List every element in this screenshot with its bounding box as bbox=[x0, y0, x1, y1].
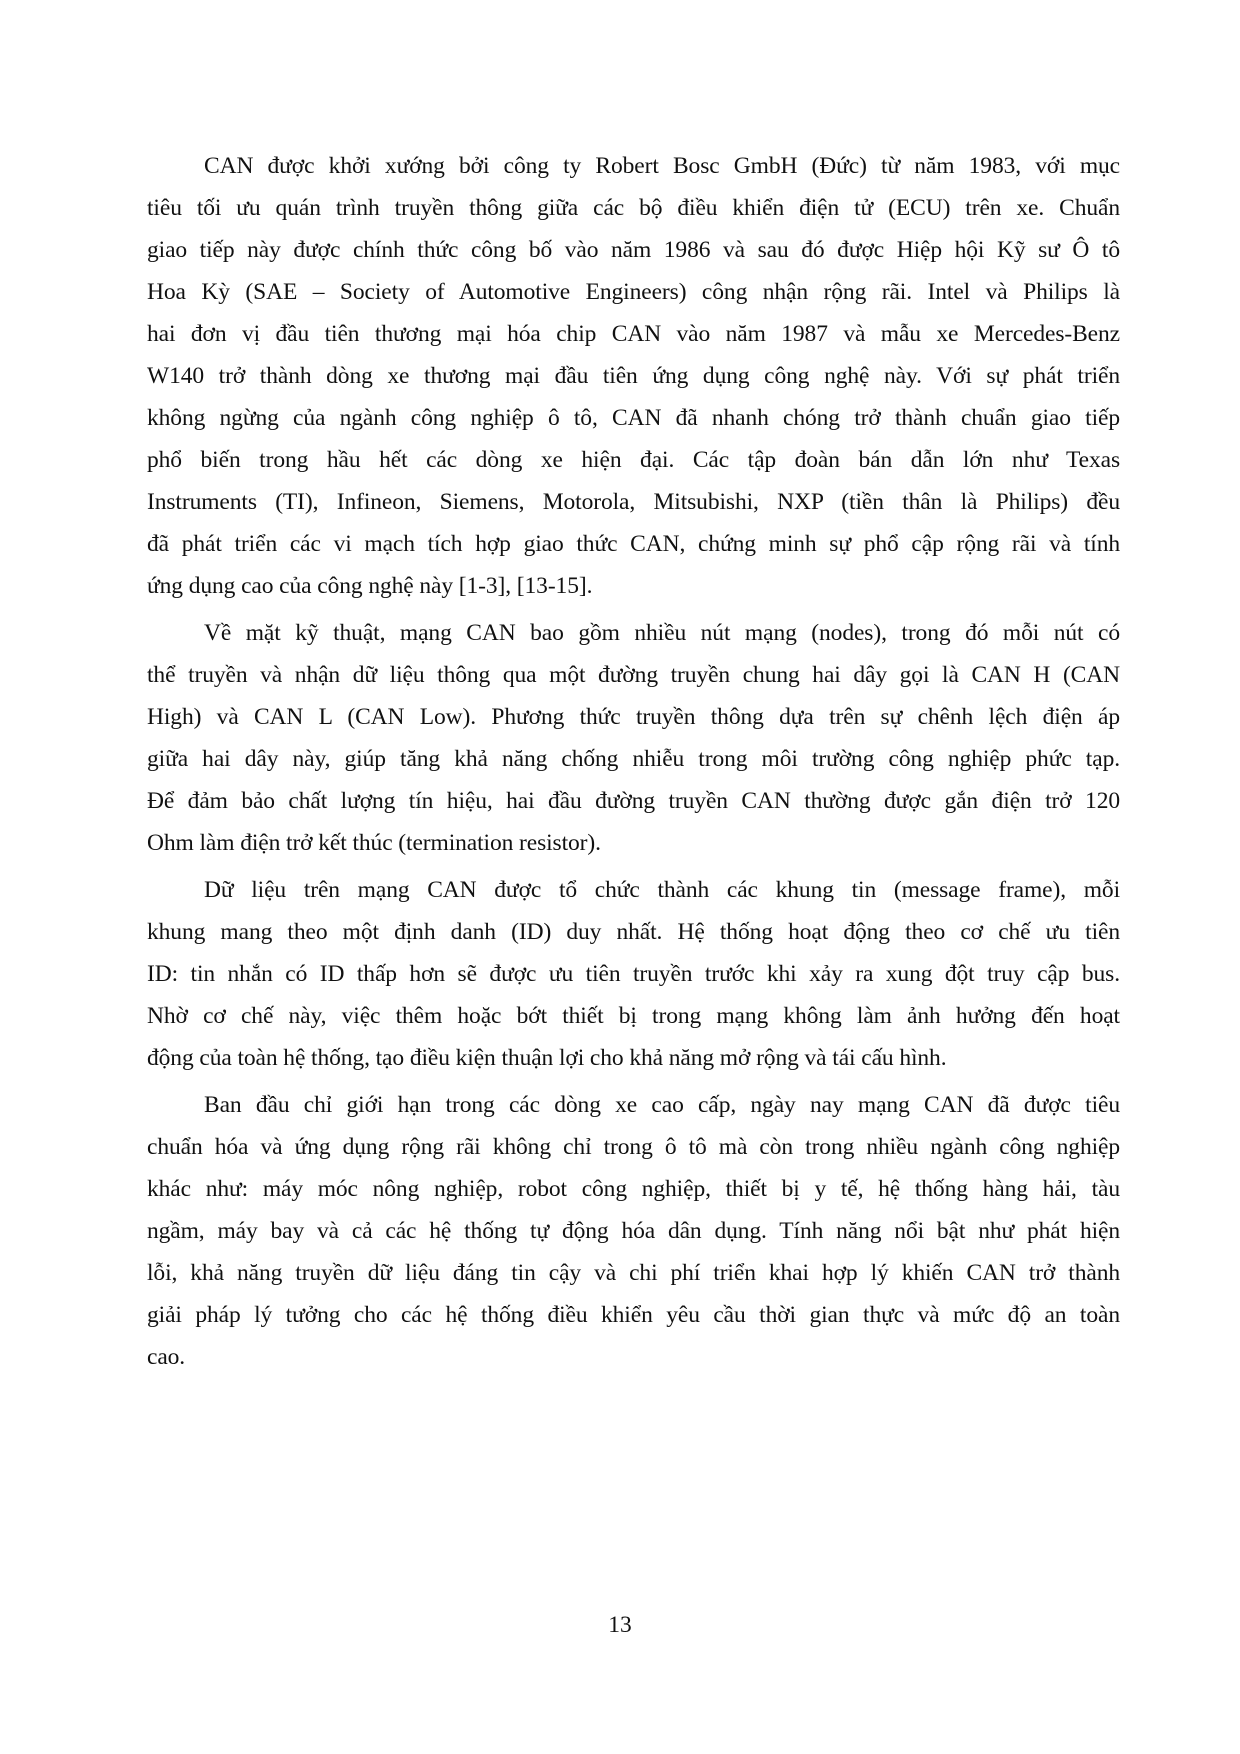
text-line: W140 trở thành dòng xe thương mại đầu tiên ứng dụng công nghệ này. Với sự phát triển bbox=[147, 363, 1120, 389]
text-line: Dữ liệu trên mạng CAN được tổ chức thành các khung tin (message frame), mỗi bbox=[204, 877, 1120, 903]
text-line: Ohm làm điện trở kết thúc (termination resistor). bbox=[147, 830, 601, 856]
text-line: Hoa Kỳ (SAE – Society of Automotive Engineers) công nhận rộng rãi. Intel và Philips là bbox=[147, 279, 1120, 305]
text-line: Về mặt kỹ thuật, mạng CAN bao gồm nhiều nút mạng (nodes), trong đó mỗi nút có bbox=[204, 620, 1120, 646]
paragraph-can-frames bbox=[147, 869, 1120, 1079]
text-line: chuẩn hóa và ứng dụng rộng rãi không chỉ trong ô tô mà còn trong nhiều ngành công nghiệp bbox=[147, 1134, 1120, 1160]
paragraph-can-applications bbox=[147, 1084, 1120, 1378]
text-line: phổ biến trong hầu hết các dòng xe hiện đại. Các tập đoàn bán dẫn lớn như Texas bbox=[147, 447, 1120, 473]
text-line: CAN được khởi xướng bởi công ty Robert Bosc GmbH (Đức) từ năm 1983, với mục bbox=[204, 153, 1120, 179]
text-line: Instruments (TI), Infineon, Siemens, Motorola, Mitsubishi, NXP (tiền thân là Philips) đều bbox=[147, 489, 1120, 515]
text-line: tiêu tối ưu quán trình truyền thông giữa các bộ điều khiển điện tử (ECU) trên xe. Chuẩn bbox=[147, 195, 1120, 221]
paragraph-can-history bbox=[147, 145, 1120, 607]
text-line: ngầm, máy bay và cả các hệ thống tự động hóa dân dụng. Tính năng nổi bật như phát hiện bbox=[147, 1218, 1120, 1244]
text-line: khác như: máy móc nông nghiệp, robot công nghiệp, thiết bị y tế, hệ thống hàng hải, tàu bbox=[147, 1176, 1120, 1202]
text-line: khung mang theo một định danh (ID) duy nhất. Hệ thống hoạt động theo cơ chế ưu tiên bbox=[147, 919, 1120, 945]
text-line: động của toàn hệ thống, tạo điều kiện thuận lợi cho khả năng mở rộng và tái cấu hình. bbox=[147, 1045, 947, 1071]
text-line: High) và CAN L (CAN Low). Phương thức truyền thông dựa trên sự chênh lệch điện áp bbox=[147, 704, 1120, 730]
page-number: 13 bbox=[608, 1612, 632, 1638]
text-line: lỗi, khả năng truyền dữ liệu đáng tin cậy và chi phí triển khai hợp lý khiến CAN trở thành bbox=[147, 1260, 1120, 1286]
text-line: giao tiếp này được chính thức công bố vào năm 1986 và sau đó được Hiệp hội Kỹ sư Ô tô bbox=[147, 237, 1120, 263]
text-line: ID: tin nhắn có ID thấp hơn sẽ được ưu tiên truyền trước khi xảy ra xung đột truy cập bus. bbox=[147, 961, 1120, 987]
paragraph-can-technical bbox=[147, 612, 1120, 864]
text-line: đã phát triển các vi mạch tích hợp giao thức CAN, chứng minh sự phổ cập rộng rãi và tính bbox=[147, 531, 1120, 557]
text-line: Để đảm bảo chất lượng tín hiệu, hai đầu đường truyền CAN thường được gắn điện trở 120 bbox=[147, 788, 1120, 814]
text-line: giải pháp lý tưởng cho các hệ thống điều khiển yêu cầu thời gian thực và mức độ an toàn bbox=[147, 1302, 1120, 1328]
text-line: hai đơn vị đầu tiên thương mại hóa chip CAN vào năm 1987 và mẫu xe Mercedes-Benz bbox=[147, 321, 1120, 347]
text-line: Ban đầu chỉ giới hạn trong các dòng xe cao cấp, ngày nay mạng CAN đã được tiêu bbox=[204, 1092, 1120, 1118]
text-line: thể truyền và nhận dữ liệu thông qua một đường truyền chung hai dây gọi là CAN H (CAN bbox=[147, 662, 1120, 688]
text-line: Nhờ cơ chế này, việc thêm hoặc bớt thiết bị trong mạng không làm ảnh hưởng đến hoạt bbox=[147, 1003, 1120, 1029]
body-text bbox=[147, 145, 1120, 1383]
text-line: giữa hai dây này, giúp tăng khả năng chống nhiễu trong môi trường công nghiệp phức tạp. bbox=[147, 746, 1120, 772]
text-line: không ngừng của ngành công nghiệp ô tô, CAN đã nhanh chóng trở thành chuẩn giao tiếp bbox=[147, 405, 1120, 431]
text-line: cao. bbox=[147, 1344, 186, 1370]
text-line: ứng dụng cao của công nghệ này [1-3], [13-15]. bbox=[147, 573, 593, 599]
